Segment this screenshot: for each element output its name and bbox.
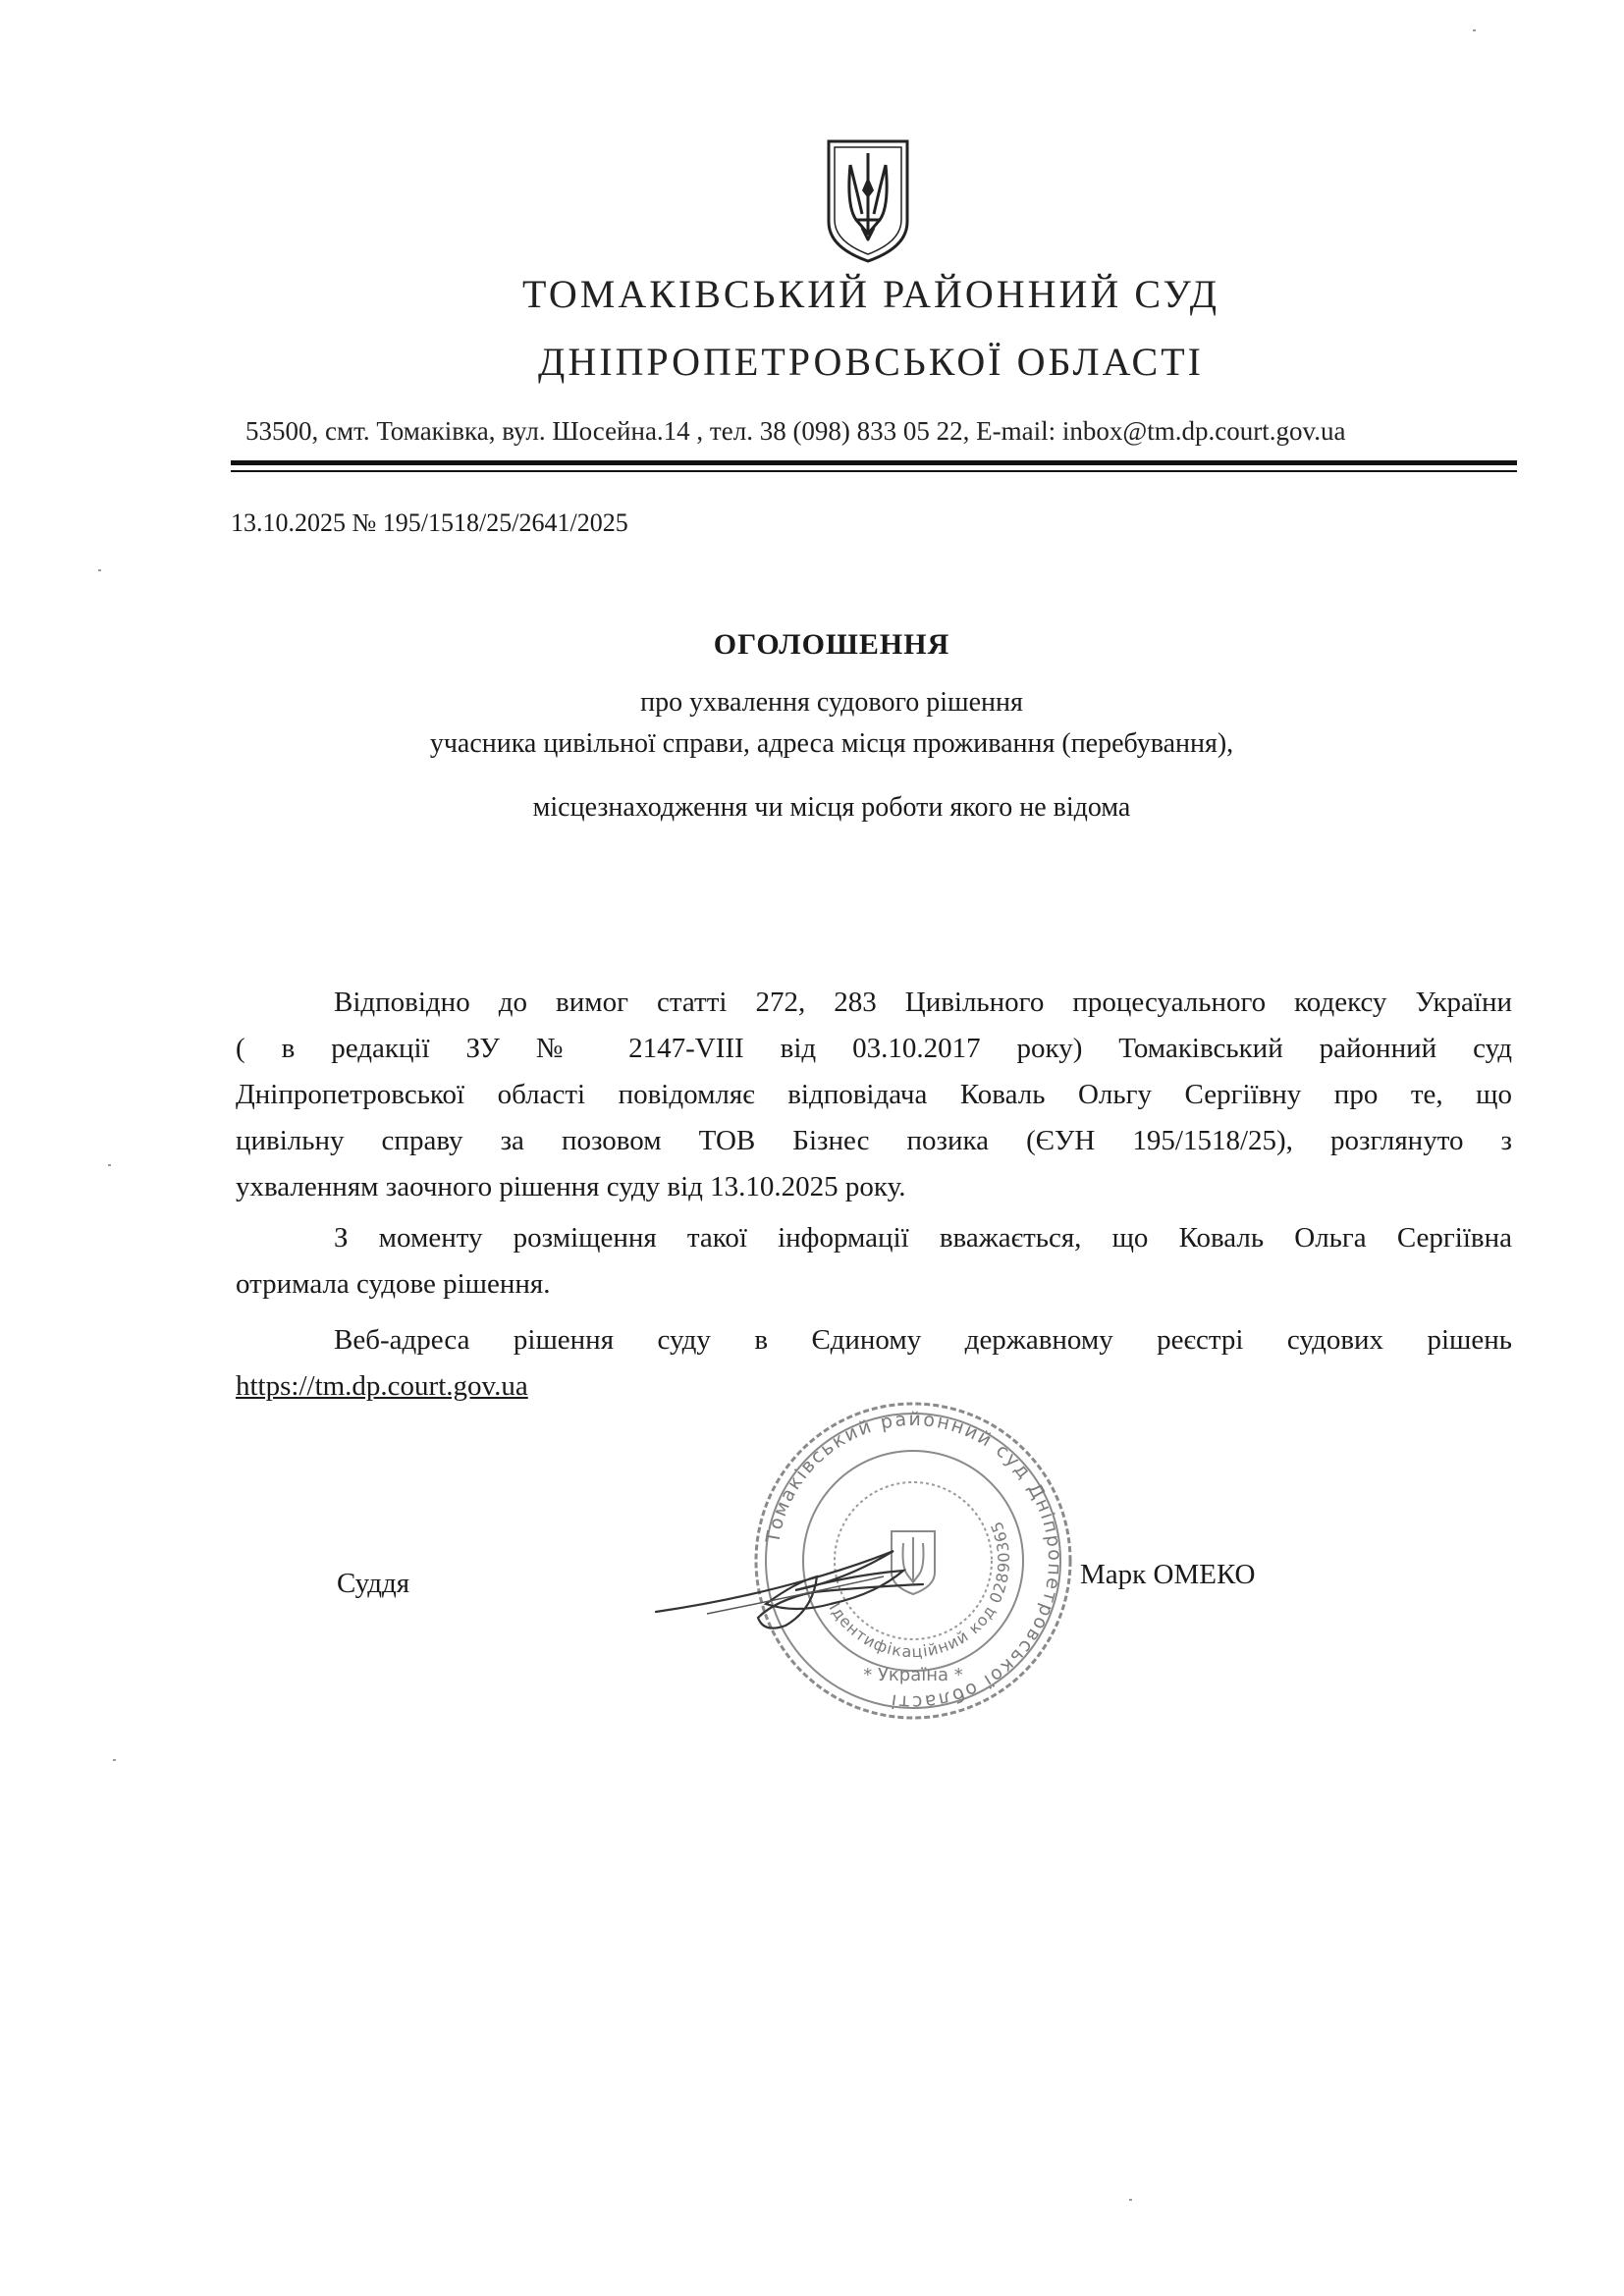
scan-speck [1473,29,1476,31]
stamp-inner-text: Ідентифікаційний код 02890365 [825,1518,1014,1662]
paragraph-line: Веб-адреса рішення суду в Єдиному державному реєстрі судових рішень [334,1324,1512,1356]
notice-paragraph-1 [236,980,1512,1210]
notice-title: ОГОЛОШЕННЯ [713,628,950,661]
header-divider-thick [231,460,1517,465]
court-name-line1: ТОМАКІВСЬКИЙ РАЙОННИЙ СУД [521,272,1220,316]
court-address: 53500, смт. Томаківка, вул. Шосейна.14 , тел. 38 (098) 833 05 22, E-mail: inbox@tm.dp.court.gov.ua [245,416,1346,446]
trident-emblem-icon [823,137,913,265]
header-divider-thin [231,470,1517,472]
scan-speck [1129,2199,1132,2201]
stamp-outer-text: Томаківський районний суд Дніпропетровської області [762,1408,1066,1714]
paragraph-line: Відповідно до вимог статті 272, 283 Цивільного процесуального кодексу України [334,987,1512,1018]
judge-name: Марк ОМЕКО [1080,1559,1256,1590]
judge-signature [648,1531,972,1639]
registry-link[interactable]: https://tm.dp.court.gov.ua [236,1370,528,1402]
paragraph-line: ухваленням заочного рішення суду від 13.10.2025 року. [236,1171,906,1202]
scan-speck [108,1164,111,1166]
paragraph-line: ( в редакції ЗУ № 2147-VIII від 03.10.2017 року) Томаківський районний суд [236,1033,1512,1064]
paragraph-line: З моменту розміщення такої інформації вважається, що Коваль Ольга Сергіївна [334,1222,1512,1254]
notice-paragraph-2 [236,1215,1512,1308]
paragraph-line: отримала судове рішення. [236,1268,551,1300]
scan-speck [113,1759,116,1761]
paragraph-line: Дніпропетровської області повідомляє відповідача Коваль Ольгу Сергіївну про те, що [236,1079,1512,1110]
document-reference: 13.10.2025 № 195/1518/25/2641/2025 [231,508,628,537]
scan-speck [98,569,101,571]
notice-subtitle-3: місцезнаходження чи місця роботи якого не відома [532,792,1131,823]
stamp-bottom-text: * Україна * [863,1665,963,1685]
court-name-line2: ДНІПРОПЕТРОВСЬКОЇ ОБЛАСТІ [538,340,1204,384]
judge-label: Суддя [337,1568,410,1599]
paragraph-line: цивільну справу за позовом ТОВ Бізнес позика (ЄУН 195/1518/25), розглянуто з [236,1125,1512,1156]
notice-subtitle-2: учасника цивільної справи, адреса місця проживання (перебування), [429,728,1234,759]
notice-subtitle-1: про ухвалення судового рішення [640,687,1023,718]
